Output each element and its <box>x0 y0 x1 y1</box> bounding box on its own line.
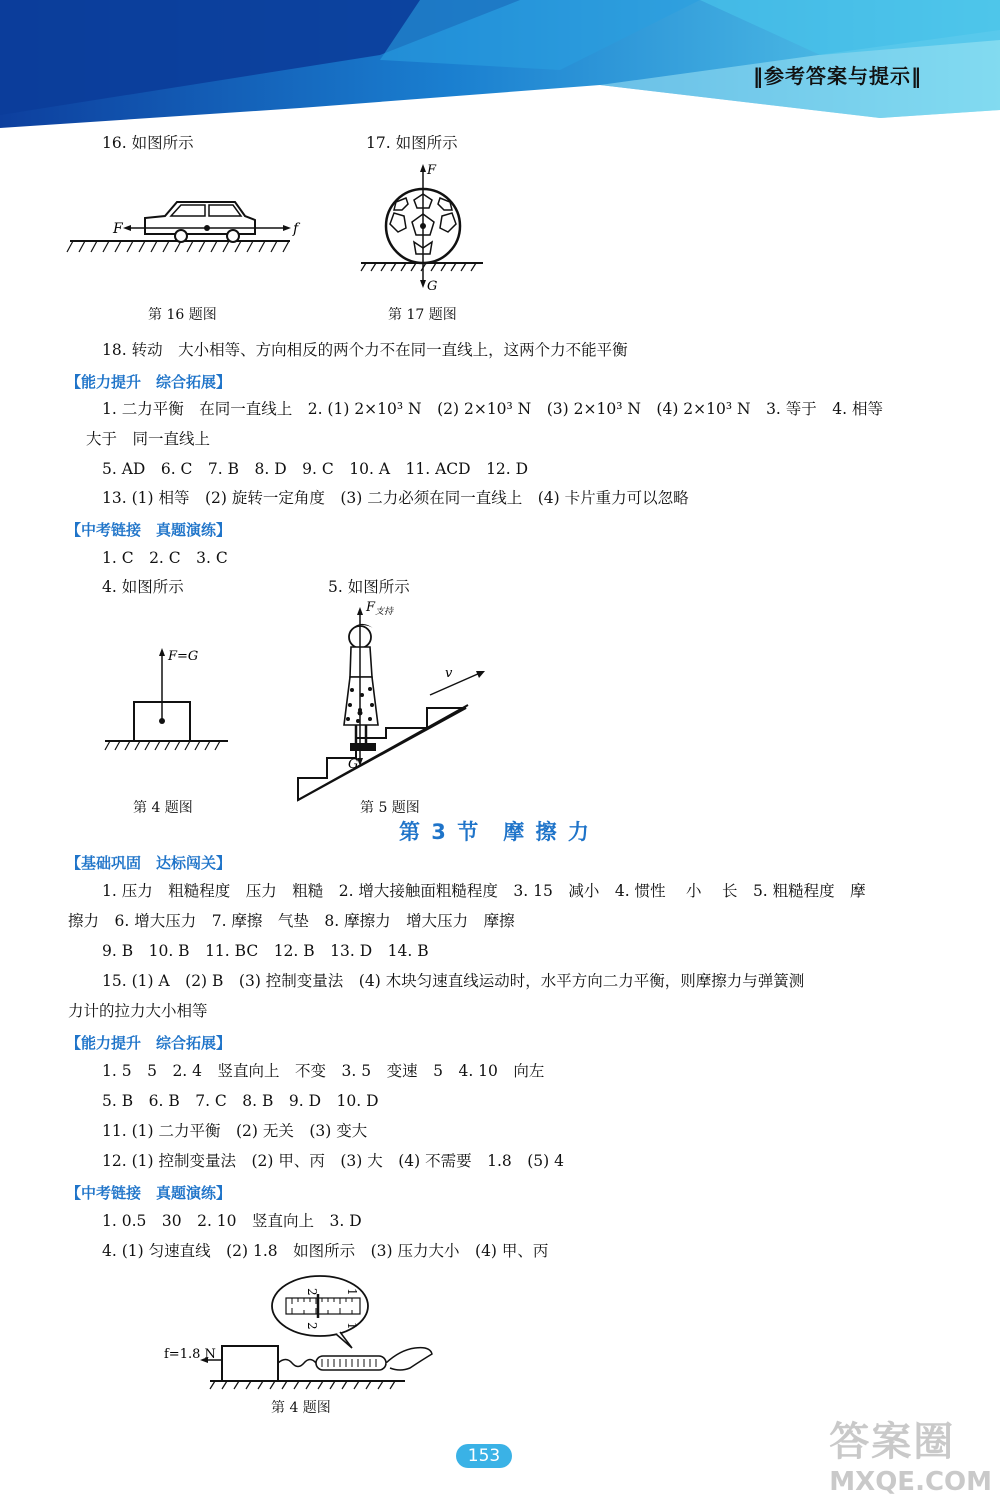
section-title: 第 3 节 摩 擦 力 <box>399 820 591 844</box>
fig16-caption: 第 16 题图 <box>148 307 217 323</box>
fig5-label: 5. 如图所示 <box>328 578 410 596</box>
fig17-force-G: G <box>427 279 438 294</box>
fig4-force-label: F=G <box>168 649 199 664</box>
fig17-force-F: F <box>427 163 437 178</box>
fig17-ball-diagram <box>358 158 488 298</box>
answer-line: 4. (1) 匀速直线 (2) 1.8 如图所示 (3) 压力大小 (4) 甲、丙 <box>102 1242 549 1260</box>
answer-line: 15. (1) A (2) B (3) 控制变量法 (4) 木块匀速直线运动时，水平方向二力平衡，则摩擦力与弹簧测 <box>102 972 805 990</box>
fig4b-spring-scale-diagram <box>160 1268 440 1393</box>
header-title: ‖参考答案与提示‖ <box>753 64 922 88</box>
answer-line: 1. 二力平衡 在同一直线上 2. (1) 2×10³ N (2) 2×10³ N (3) 2×10³ N (4) 2×10³ N 3. 等于 4. 相等 <box>102 400 883 418</box>
fig5-force-support <box>365 600 394 617</box>
fig16-force-F: F <box>113 221 123 237</box>
fig4b-friction-label: f=1.8 N <box>164 1347 216 1362</box>
fig4b-scale-label: 2 <box>305 1288 319 1296</box>
answer-line: 大于 同一直线上 <box>86 430 211 448</box>
section-exam-2: 【中考链接 真题演练】 <box>66 1184 232 1202</box>
section-exam-1: 【中考链接 真题演练】 <box>66 521 232 539</box>
fig4b-caption: 第 4 题图 <box>271 1400 331 1416</box>
fig5-force-F: F <box>366 600 376 615</box>
section-ability-1: 【能力提升 综合拓展】 <box>66 373 232 391</box>
fig4-block-diagram <box>100 640 235 755</box>
fig5-caption: 第 5 题图 <box>360 800 420 816</box>
answer-line: 9. B 10. B 11. BC 12. B 13. D 14. B <box>102 942 429 960</box>
answer-line: 13. (1) 相等 (2) 旋转一定角度 (3) 二力必须在同一直线上 (4) 卡片重力可以忽略 <box>102 489 689 507</box>
answer-line: 18. 转动 大小相等、方向相反的两个力不在同一直线上，这两个力不能平衡 <box>102 341 628 359</box>
answer-line: 5. AD 6. C 7. B 8. D 9. C 10. A 11. ACD 12. D <box>102 460 529 478</box>
watermark-logo-text: 答案圈 <box>829 1419 956 1465</box>
answer-line: 11. (1) 二力平衡 (2) 无关 (3) 变大 <box>102 1122 368 1140</box>
watermark <box>829 1410 992 1497</box>
fig16-force-f: f <box>293 221 299 237</box>
answer-line: 5. B 6. B 7. C 8. B 9. D 10. D <box>102 1092 379 1110</box>
fig4b-scale-label: 1 <box>345 1322 359 1330</box>
fig4-label: 4. 如图所示 <box>102 578 184 596</box>
page-number: 153 <box>456 1444 512 1468</box>
watermark-url: MXQE.COM <box>829 1467 992 1497</box>
fig17-label: 17. 如图所示 <box>366 134 458 152</box>
answer-line: 1. C 2. C 3. C <box>102 549 228 567</box>
fig5-force-G: G <box>348 757 359 772</box>
answer-line: 12. (1) 控制变量法 (2) 甲、丙 (3) 大 (4) 不需要 1.8 (5) 4 <box>102 1152 565 1170</box>
answer-line: 1. 0.5 30 2. 10 竖直向上 3. D <box>102 1212 362 1230</box>
fig5-velocity: v <box>445 666 453 681</box>
answer-line: 擦力 6. 增大压力 7. 摩擦 气垫 8. 摩擦力 增大压力 摩擦 <box>68 912 515 930</box>
fig17-caption: 第 17 题图 <box>388 307 457 323</box>
answer-line: 1. 5 5 2. 4 竖直向上 不变 3. 5 变速 5 4. 10 向左 <box>102 1062 545 1080</box>
answer-line: 1. 压力 粗糙程度 压力 粗糙 2. 增大接触面粗糙程度 3. 15 减小 4. 惯性 小 长 5. 粗糙程度 摩 <box>102 882 866 900</box>
fig4b-scale-label: 2 <box>305 1322 319 1330</box>
section-basic-2: 【基础巩固 达标闯关】 <box>66 854 232 872</box>
answer-line: 力计的拉力大小相等 <box>68 1002 208 1020</box>
section-ability-2: 【能力提升 综合拓展】 <box>66 1034 232 1052</box>
fig16-label: 16. 如图所示 <box>102 134 194 152</box>
fig5-force-subscript: 支持 <box>375 607 394 617</box>
fig4-caption: 第 4 题图 <box>133 800 193 816</box>
fig4b-scale-label: 1 <box>345 1288 359 1296</box>
fig16-car-diagram <box>65 190 305 260</box>
fig5-escalator-diagram <box>290 595 510 805</box>
